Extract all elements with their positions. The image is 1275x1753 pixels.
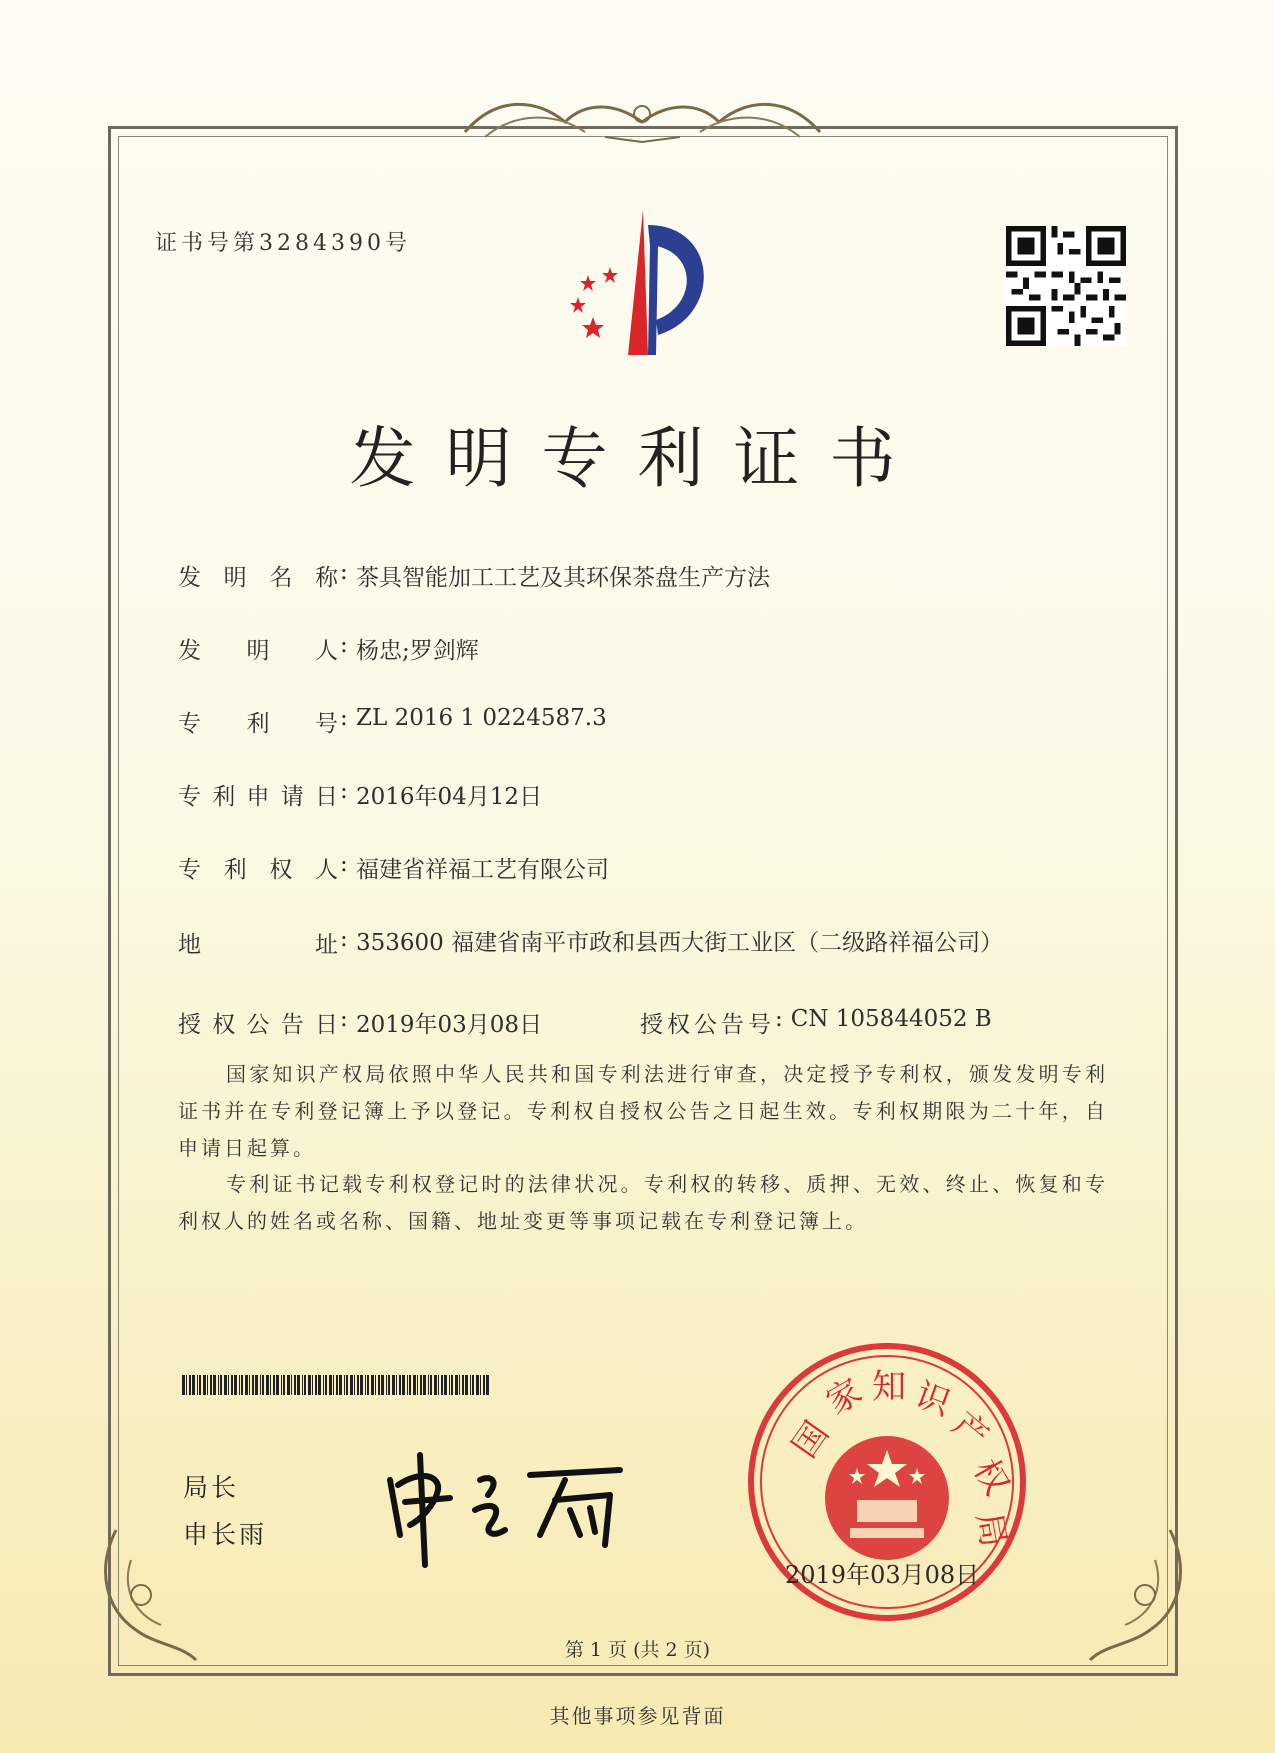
barcode-bar — [476, 1375, 479, 1395]
barcode-bar — [228, 1375, 229, 1395]
barcode-bar — [434, 1375, 437, 1395]
svg-text:权: 权 — [965, 1452, 1017, 1502]
field-label: 地址 — [178, 932, 340, 958]
barcode-bar — [451, 1375, 453, 1395]
barcode-bar — [189, 1375, 191, 1395]
barcode-bar — [218, 1375, 219, 1395]
svg-text:家: 家 — [819, 1371, 869, 1423]
barcode-bar — [357, 1375, 359, 1395]
field-patent-number: 专利号 : ZL 2016 1 0224587.3 — [178, 705, 607, 737]
barcode-bar — [287, 1375, 290, 1395]
barcode-bar — [360, 1375, 363, 1395]
barcode-bar — [428, 1375, 429, 1395]
field-value: 茶具智能加工工艺及其环保茶盘生产方法 — [356, 565, 770, 591]
barcode-bar — [420, 1375, 422, 1395]
barcode-bar — [315, 1375, 317, 1395]
field-grant-date: 授权公告日 : 2019年03月08日 — [178, 1006, 543, 1038]
barcode-bar — [462, 1375, 464, 1395]
barcode-bar — [336, 1375, 338, 1395]
barcode-bar — [375, 1375, 376, 1395]
barcode-bar — [255, 1375, 258, 1395]
barcode-bar — [480, 1375, 481, 1395]
seal-date: 2019年03月08日 — [785, 1561, 980, 1589]
field-value: 2016年04月12日 — [356, 784, 543, 810]
barcode-bar — [252, 1375, 254, 1395]
barcode-bar — [430, 1375, 432, 1395]
barcode-bar — [455, 1375, 458, 1395]
field-application-date: 专利申请日 : 2016年04月12日 — [178, 778, 543, 810]
barcode-bar — [346, 1375, 348, 1395]
field-invention-name: 发明名称 : 茶具智能加工工艺及其环保茶盘生产方法 — [178, 559, 770, 591]
barcode-bar — [386, 1375, 387, 1395]
barcode-bar — [266, 1375, 269, 1395]
field-grant-publication-number: 授权公告号 : CN 105844052 B — [640, 1006, 992, 1038]
barcode-bar — [270, 1375, 271, 1395]
barcode-bar — [402, 1375, 405, 1395]
barcode-bar — [249, 1375, 250, 1395]
top-ornament — [455, 92, 830, 152]
qr-code — [1006, 226, 1126, 346]
barcode-bar — [207, 1375, 208, 1395]
svg-text:识: 识 — [909, 1374, 956, 1425]
barcode-bar — [329, 1375, 332, 1395]
barcode-bar — [224, 1375, 227, 1395]
svg-text:国: 国 — [784, 1414, 837, 1466]
barcode-bar — [407, 1375, 408, 1395]
barcode-bar — [213, 1375, 216, 1395]
barcode-bar — [392, 1375, 395, 1395]
field-label: 专利申请日 — [178, 784, 340, 810]
field-label: 发明人 — [178, 638, 340, 664]
barcode-bar — [367, 1375, 369, 1395]
field-value: 福建省祥福工艺有限公司 — [356, 857, 609, 883]
barcode-bar — [459, 1375, 460, 1395]
barcode-bar — [449, 1375, 450, 1395]
barcode-bar — [318, 1375, 321, 1395]
body-paragraph-1: 国家知识产权局依照中华人民共和国专利法进行审查，决定授予专利权，颁发发明专利证书并在专利登记簿上予以登记。专利权自授权公告之日起生效。专利权期限为二十年，自申请日起算。 — [178, 1062, 1108, 1160]
barcode-bar — [281, 1375, 282, 1395]
barcode-bar — [304, 1375, 306, 1395]
field-patentee: 专利权人 : 福建省祥福工艺有限公司 — [178, 851, 609, 883]
barcode-bar — [312, 1375, 313, 1395]
field-value: ZL 2016 1 0224587.3 — [356, 705, 607, 731]
field-value: 杨忠;罗剑辉 — [356, 638, 479, 664]
barcode-bar — [260, 1375, 261, 1395]
footer-note: 其他事项参见背面 — [549, 1704, 726, 1728]
barcode-bar — [396, 1375, 397, 1395]
barcode-bar — [399, 1375, 401, 1395]
barcode-bar — [417, 1375, 418, 1395]
barcode-bar — [365, 1375, 366, 1395]
svg-text:产: 产 — [944, 1404, 996, 1457]
barcode-bar — [413, 1375, 416, 1395]
barcode-bar — [472, 1375, 474, 1395]
barcode-bar — [231, 1375, 233, 1395]
barcode-bar — [182, 1375, 185, 1395]
barcode-bar — [325, 1375, 327, 1395]
director-title: 局长 — [183, 1473, 240, 1502]
field-label: 授权公告日 — [178, 1012, 340, 1038]
barcode-bar — [291, 1375, 292, 1395]
certificate-title: 发明专利证书 — [349, 420, 926, 497]
barcode-bar — [371, 1375, 374, 1395]
field-value: 353600 福建省南平市政和县西大街工业区（二级路祥福公司） — [356, 930, 1004, 956]
certificate-number: 证书号第3284390号 — [155, 231, 411, 256]
barcode-bar — [378, 1375, 380, 1395]
field-inventor: 发明人 : 杨忠;罗剑辉 — [178, 632, 479, 664]
barcode-bar — [333, 1375, 334, 1395]
svg-text:知: 知 — [872, 1367, 906, 1407]
barcode-bar — [441, 1375, 443, 1395]
barcode-bar — [388, 1375, 390, 1395]
field-label: 授权公告号 — [640, 1012, 775, 1038]
field-value: 2019年03月08日 — [356, 1012, 543, 1038]
barcode-bar — [210, 1375, 212, 1395]
barcode-bar — [192, 1375, 195, 1395]
barcode-bar — [245, 1375, 248, 1395]
barcode-bar — [350, 1375, 353, 1395]
barcode-bar — [344, 1375, 345, 1395]
field-value: CN 105844052 B — [790, 1006, 992, 1032]
barcode-bar — [276, 1375, 279, 1395]
barcode-bar — [203, 1375, 206, 1395]
barcode-bar — [483, 1375, 485, 1395]
field-label: 专利权人 — [178, 857, 340, 883]
body-paragraph-2: 专利证书记载专利权登记时的法律状况。专利权的转移、质押、无效、终止、恢复和专利权人的姓名或名称、国籍、地址变更等事项记载在专利登记簿上。 — [178, 1172, 1108, 1233]
barcode-bar — [199, 1375, 201, 1395]
barcode-bar — [283, 1375, 285, 1395]
barcode-bar — [444, 1375, 447, 1395]
field-label: 专利号 — [178, 711, 340, 737]
barcode-bar — [323, 1375, 324, 1395]
patent-office-logo — [548, 205, 738, 365]
barcode-bar — [308, 1375, 311, 1395]
barcode-bar — [234, 1375, 237, 1395]
page-number: 第 1 页 (共 2 页) — [564, 1639, 711, 1661]
barcode-bar — [486, 1375, 489, 1395]
field-address: 地址 : 353600 福建省南平市政和县西大街工业区（二级路祥福公司） — [178, 926, 1004, 958]
svg-text:局: 局 — [968, 1509, 1014, 1551]
barcode — [182, 1375, 492, 1395]
barcode-bar — [294, 1375, 296, 1395]
barcode-bar — [354, 1375, 355, 1395]
barcode-bar — [381, 1375, 384, 1395]
barcode-bar — [438, 1375, 439, 1395]
field-label: 发明名称 — [178, 565, 340, 591]
director-signature — [380, 1440, 660, 1570]
barcode-bar — [302, 1375, 303, 1395]
barcode-bar — [423, 1375, 426, 1395]
director-name: 申长雨 — [183, 1520, 268, 1549]
barcode-bar — [239, 1375, 240, 1395]
barcode-bar — [262, 1375, 264, 1395]
barcode-bar — [220, 1375, 222, 1395]
barcode-bar — [297, 1375, 300, 1395]
barcode-bar — [186, 1375, 187, 1395]
barcode-bar — [197, 1375, 198, 1395]
barcode-bar — [273, 1375, 275, 1395]
barcode-bar — [470, 1375, 471, 1395]
barcode-bar — [465, 1375, 468, 1395]
barcode-bar — [339, 1375, 342, 1395]
barcode-bar — [409, 1375, 411, 1395]
barcode-bar — [241, 1375, 243, 1395]
